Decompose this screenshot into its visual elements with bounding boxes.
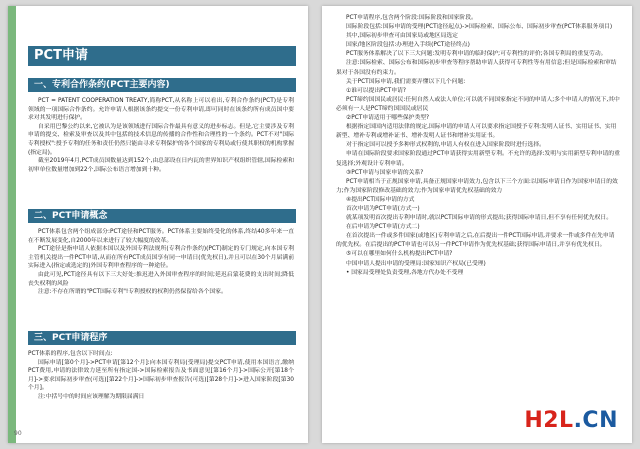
- paragraph: PCT申请程序,包含两个阶段:国际阶段和国家阶段。: [346, 15, 477, 21]
- section-2-title: 二、PCT申请概念: [28, 209, 296, 223]
- paragraph: 注:中括号中的时间应该理解为期限届满日: [38, 393, 145, 400]
- section-1-title: 一、专利合作条约(PCT主要内容): [28, 78, 296, 92]
- paragraph: ①谁可以提出PCT申请?: [346, 87, 406, 94]
- paragraph: 注意:国际检索、国际公布和国际初步审查等程序帮助申请人获得可专利性等有用信息;但是国际检索和审结果对于各国没有约束力。: [336, 60, 617, 76]
- paragraph: 首次申请为PCT申请(方式一): [346, 205, 420, 212]
- section-3-title: 三、PCT申请程序: [28, 331, 296, 345]
- page-number: 90: [14, 430, 22, 437]
- paragraph: 由此可见,PCT途径具有以下三大好处:推迟进入外国审查程序的时间;延迟启蒙花费的支出时间;降低丧失权利的风险: [28, 271, 294, 287]
- logo-text: H2L: [524, 408, 574, 433]
- logo-domain: .CN: [573, 408, 618, 433]
- paragraph: PCT = PATENT COOPERATION TREATY,简称PCT,从名称上可以看出,专利合作条约(PCT)是专利领域的一项国际合作条约。允许申请人根据该条约提交一份专利申请,即可同时在该条约所有成员国中要求对其发明进行保护。: [28, 98, 294, 122]
- paragraph: 自采用巴黎公约以来,它被认为是该领域进行国际合作最具有意义的进步标志。但是,它主要涉及专利申请的提交、检索及审查以及其中包括的技术信息的传播的合作性和合理性的一个条约。PCT不对"国际专利授权":授予专利的任务和责任仍然只能由寻求专利保护的各个国家的专利局或行使其职权的机构掌握(指定局)。: [28, 123, 294, 156]
- site-logo: [524, 408, 618, 433]
- section-3-body: [28, 350, 294, 402]
- paragraph: ⑤可以在哪里如何什么机构提出PCT申请?: [346, 251, 453, 258]
- paragraph: PCT途径是指申请人依据本国以及外国专利法规所(专利合作条约)(PCT)制定的专门规定,向本国专利主管机关提出一件PCT申请,从而在所有PCT成员国享有同一申请日(优先权日),并且可以在30个月届满前实际进入(指定或选定的)外国专利审查程序的一种途径。: [28, 246, 294, 270]
- paragraph: PCT体系的程序,包含以下时间点:: [28, 351, 113, 357]
- paragraph: 中国申请人提出申请的受理局:国家知识产权局(已受理): [346, 260, 486, 267]
- paragraph: ④提出PCT国际申请的方式: [346, 196, 415, 203]
- paragraph: 就某项发明首次提出专利申请时,就以PCT国际申请的形式提出;获得国际申请日,但不享有任何优先权日。: [346, 215, 612, 222]
- paragraph: 在后申请为PCT申请(方式二): [346, 224, 420, 231]
- left-stripe: [8, 6, 16, 443]
- paragraph: 关于PCT国际申请,我们需要弄懂以下几个问题:: [346, 78, 466, 85]
- paragraph: 申请在国际阶段要求国家阶段通过PCT申请获得实用新型专利。不允许的选择:发明与实用新型专利申请的重复选择;外观设计专利申请。: [336, 151, 620, 167]
- paragraph: 国家/地区阶段包括:办理进入手续(PCT途径终点): [346, 42, 470, 49]
- paragraph: • 国家局受理处负责受理,各地方代办处不受理: [346, 269, 464, 276]
- page-title: PCT申请: [28, 46, 296, 66]
- paragraph: PCT缔约国国民或居民:任何自然人或法人单位;可以就不同国家指定不同的申请人;多个申请人的情况下,其中必须有一人是PCT缔约国国民或居民: [336, 96, 620, 112]
- paragraph: PCT申请相当于正规国家申请,具备正规国家申请效力,包含以下三个方面:以国际申请日作为国家申请日的效力;作为国家阶段修改基础的效力;作为国家申请优先权基础的效力: [336, 178, 618, 194]
- paragraph: 根据指定国国内适用法律的规定,国际申请的申请人可以要求指定国授予专利:发明人证书、实用证书、实用新型、增补专利或增补证书、增补发明人证书和增补实用证书。: [336, 124, 617, 140]
- paragraph: 国际申请[第0个月]->PCT申请[第12个月]:向本国专利局(受理局)提交PCT申请,使用本国语言,缴纳PCT费用,申请的法律效力延至所有指定国->国际检索报告及书面意见[第16个月]->国际公开[第18个月]->要求国际初步审查(可选)[第22个月]->国际初步审查报告(可选)[第28个月]->进入国家阶段[第30个月]。: [28, 359, 294, 392]
- paragraph: 截至2019年4月,PCT成员国数量达到152个,由总部设在日内瓦的世界知识产权组织管辖,国际检索和初审单位数量增加到22个,国际公布语言增加到十种。: [28, 158, 294, 173]
- paragraph: 其中,国际初步审查可由国家局或地区局选定: [346, 33, 458, 40]
- paragraph: PCT体系包含两个组成部分:PCT途径和PCT服务。PCT体系主要始终受化的体系,终结40多年来一直在不断发展变化,自2000年以来进行了较大幅度的改革。: [28, 229, 294, 244]
- right-page: [322, 6, 632, 443]
- right-body: [336, 14, 620, 278]
- section-2-body: [28, 228, 294, 297]
- left-page: [8, 6, 308, 443]
- paragraph: ③PCT申请与国家申请的关系?: [346, 169, 424, 176]
- paragraph: 注意:不存在所谓的"PCT国际专利"!专利授权的权利仍然保留给各个国家。: [38, 289, 227, 296]
- paragraph: ②PCT申请适用于哪些保护类型?: [346, 115, 430, 122]
- paragraph: 在首次提出一件或多件国家(或地区)专利申请之后,在后提出一件PCT国际申请,并要求一件或多件在先申请的优先权。在后提出的PCT申请也可以另一件PCT申请作为优先权基础;获得国际申请日,并享有优先权日。: [336, 233, 615, 249]
- paragraph: PCT服务体系解决了以下三大问题:发明专利申请的临时保护;可专利性的评价;各国专利局的重复劳动。: [346, 51, 607, 58]
- paragraph: 国际阶段包括:国际申请的受理(PCT途径起点)->国际检索、国际公布、国际初步审查(PCT体系服务项目): [346, 24, 613, 31]
- paragraph: 对于指定国可以授予多种形式权利的,申请人有权在进入国家阶段时进行选择。: [346, 142, 545, 149]
- section-1-body: [28, 97, 294, 174]
